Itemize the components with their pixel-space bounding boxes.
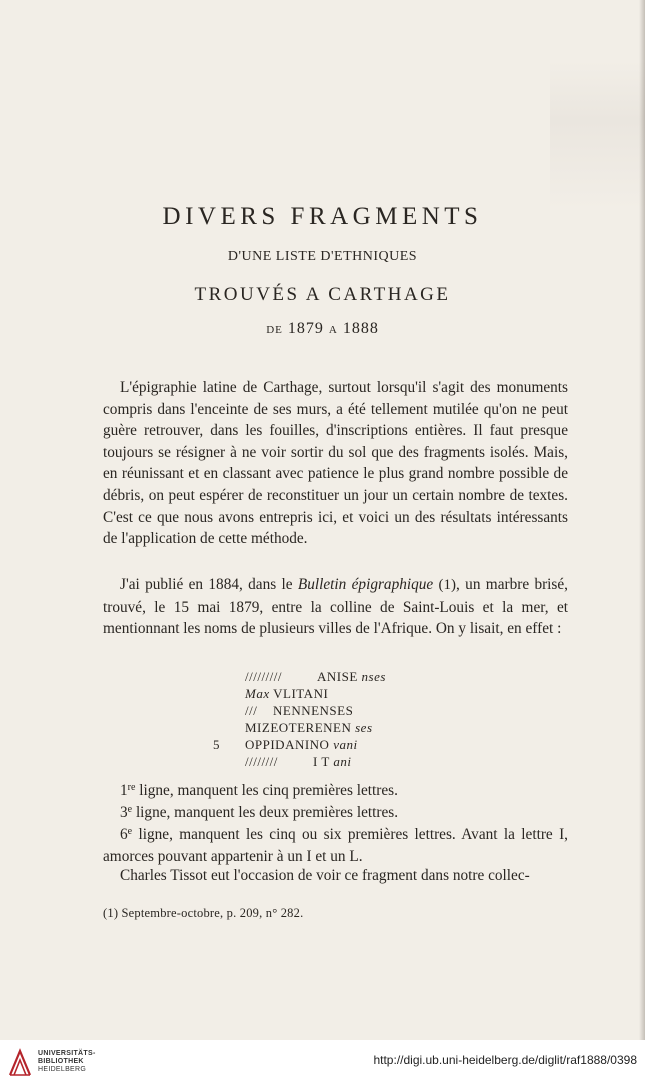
note-line-1: 1re ligne, manquent les cinq premières lettres. xyxy=(120,782,398,799)
date-to: 1888 xyxy=(342,320,379,337)
date-from: 1879 xyxy=(287,320,324,337)
hatch-6: //////// xyxy=(245,754,278,769)
article-date-range xyxy=(0,320,645,338)
article-title-2: TROUVÉS A CARTHAGE xyxy=(194,284,451,305)
bleed-through-shadow xyxy=(550,60,645,210)
date-a: A xyxy=(328,324,338,336)
article-title: DIVERS FRAGMENTS xyxy=(162,203,483,230)
inscription-line-5: OPPIDANINO vani xyxy=(245,737,358,752)
library-name[interactable]: UNIVERSITÄTS- BIBLIOTHEK HEIDELBERG xyxy=(38,1050,96,1073)
footnote: (1) Septembre-octobre, p. 209, n° 282. xyxy=(103,906,304,920)
permalink-url[interactable]: http://digi.ub.uni-heidelberg.de/diglit/raf1888/0398 xyxy=(373,1053,637,1067)
page-edge-shadow xyxy=(639,0,645,1040)
footnote-ref: (1) xyxy=(438,577,457,593)
inscription-line-4: MIZEOTERENEN ses xyxy=(245,720,373,735)
note-line-3: 3e ligne, manquent les deux premières lettres. xyxy=(120,804,399,821)
p2-before: J'ai publié en 1884, dans le xyxy=(120,576,293,593)
inscription-line-2: Max VLITANI xyxy=(245,686,329,701)
university-logo-icon[interactable] xyxy=(8,1047,32,1077)
p2-journal-title: Bulletin épigraphique xyxy=(297,576,434,593)
article-subtitle: D'UNE LISTE D'ETHNIQUES xyxy=(227,249,418,264)
paragraph-1: L'épigraphie latine de Carthage, surtout lorsqu'il s'agit des monuments compris dans l'enceinte de ses murs, a été tellement mutilée qu'on ne peut guère retrouver, dans les fouilles, d'inscriptions entières. Il faut presque toujours se résigner à ne voir sortir du sol que des fragments isolés. Mais, en réunissant et en classant avec patience le plus grand nombre possible de débris, on peut espérer de reconstituer un jour un certain nombre de textes. C'est ce que nous avons entrepris ici, et voici un des résultats intéressants de l'application de cette méthode. xyxy=(103,379,568,548)
inscription-line-number: 5 xyxy=(213,737,220,752)
paragraph-2 xyxy=(103,574,568,640)
hatch-1: ///////// xyxy=(245,669,283,684)
inscription-line-3: /// NENNENSES xyxy=(245,703,354,718)
hatch-3: /// xyxy=(245,703,258,718)
note-line-6: 6e ligne, manquent les cinq ou six premières lettres. Avant la lettre I, amorces pouvant appartenir à un I et un L. xyxy=(103,826,568,865)
inscription-line-1: ///////// ANISE nses xyxy=(245,669,386,684)
inscription-line-6: //////// I T ani xyxy=(245,754,352,769)
p2-after: , un marbre brisé, trouvé, le 15 mai 1879, entre la colline de Saint-Louis et la mer, et mentionnant les noms de plusieurs villes de l'Afrique. On y lisait, en effet : xyxy=(103,576,568,638)
note-tissot: Charles Tissot eut l'occasion de voir ce fragment dans notre collec- xyxy=(120,867,530,884)
date-de: DE xyxy=(266,324,283,336)
